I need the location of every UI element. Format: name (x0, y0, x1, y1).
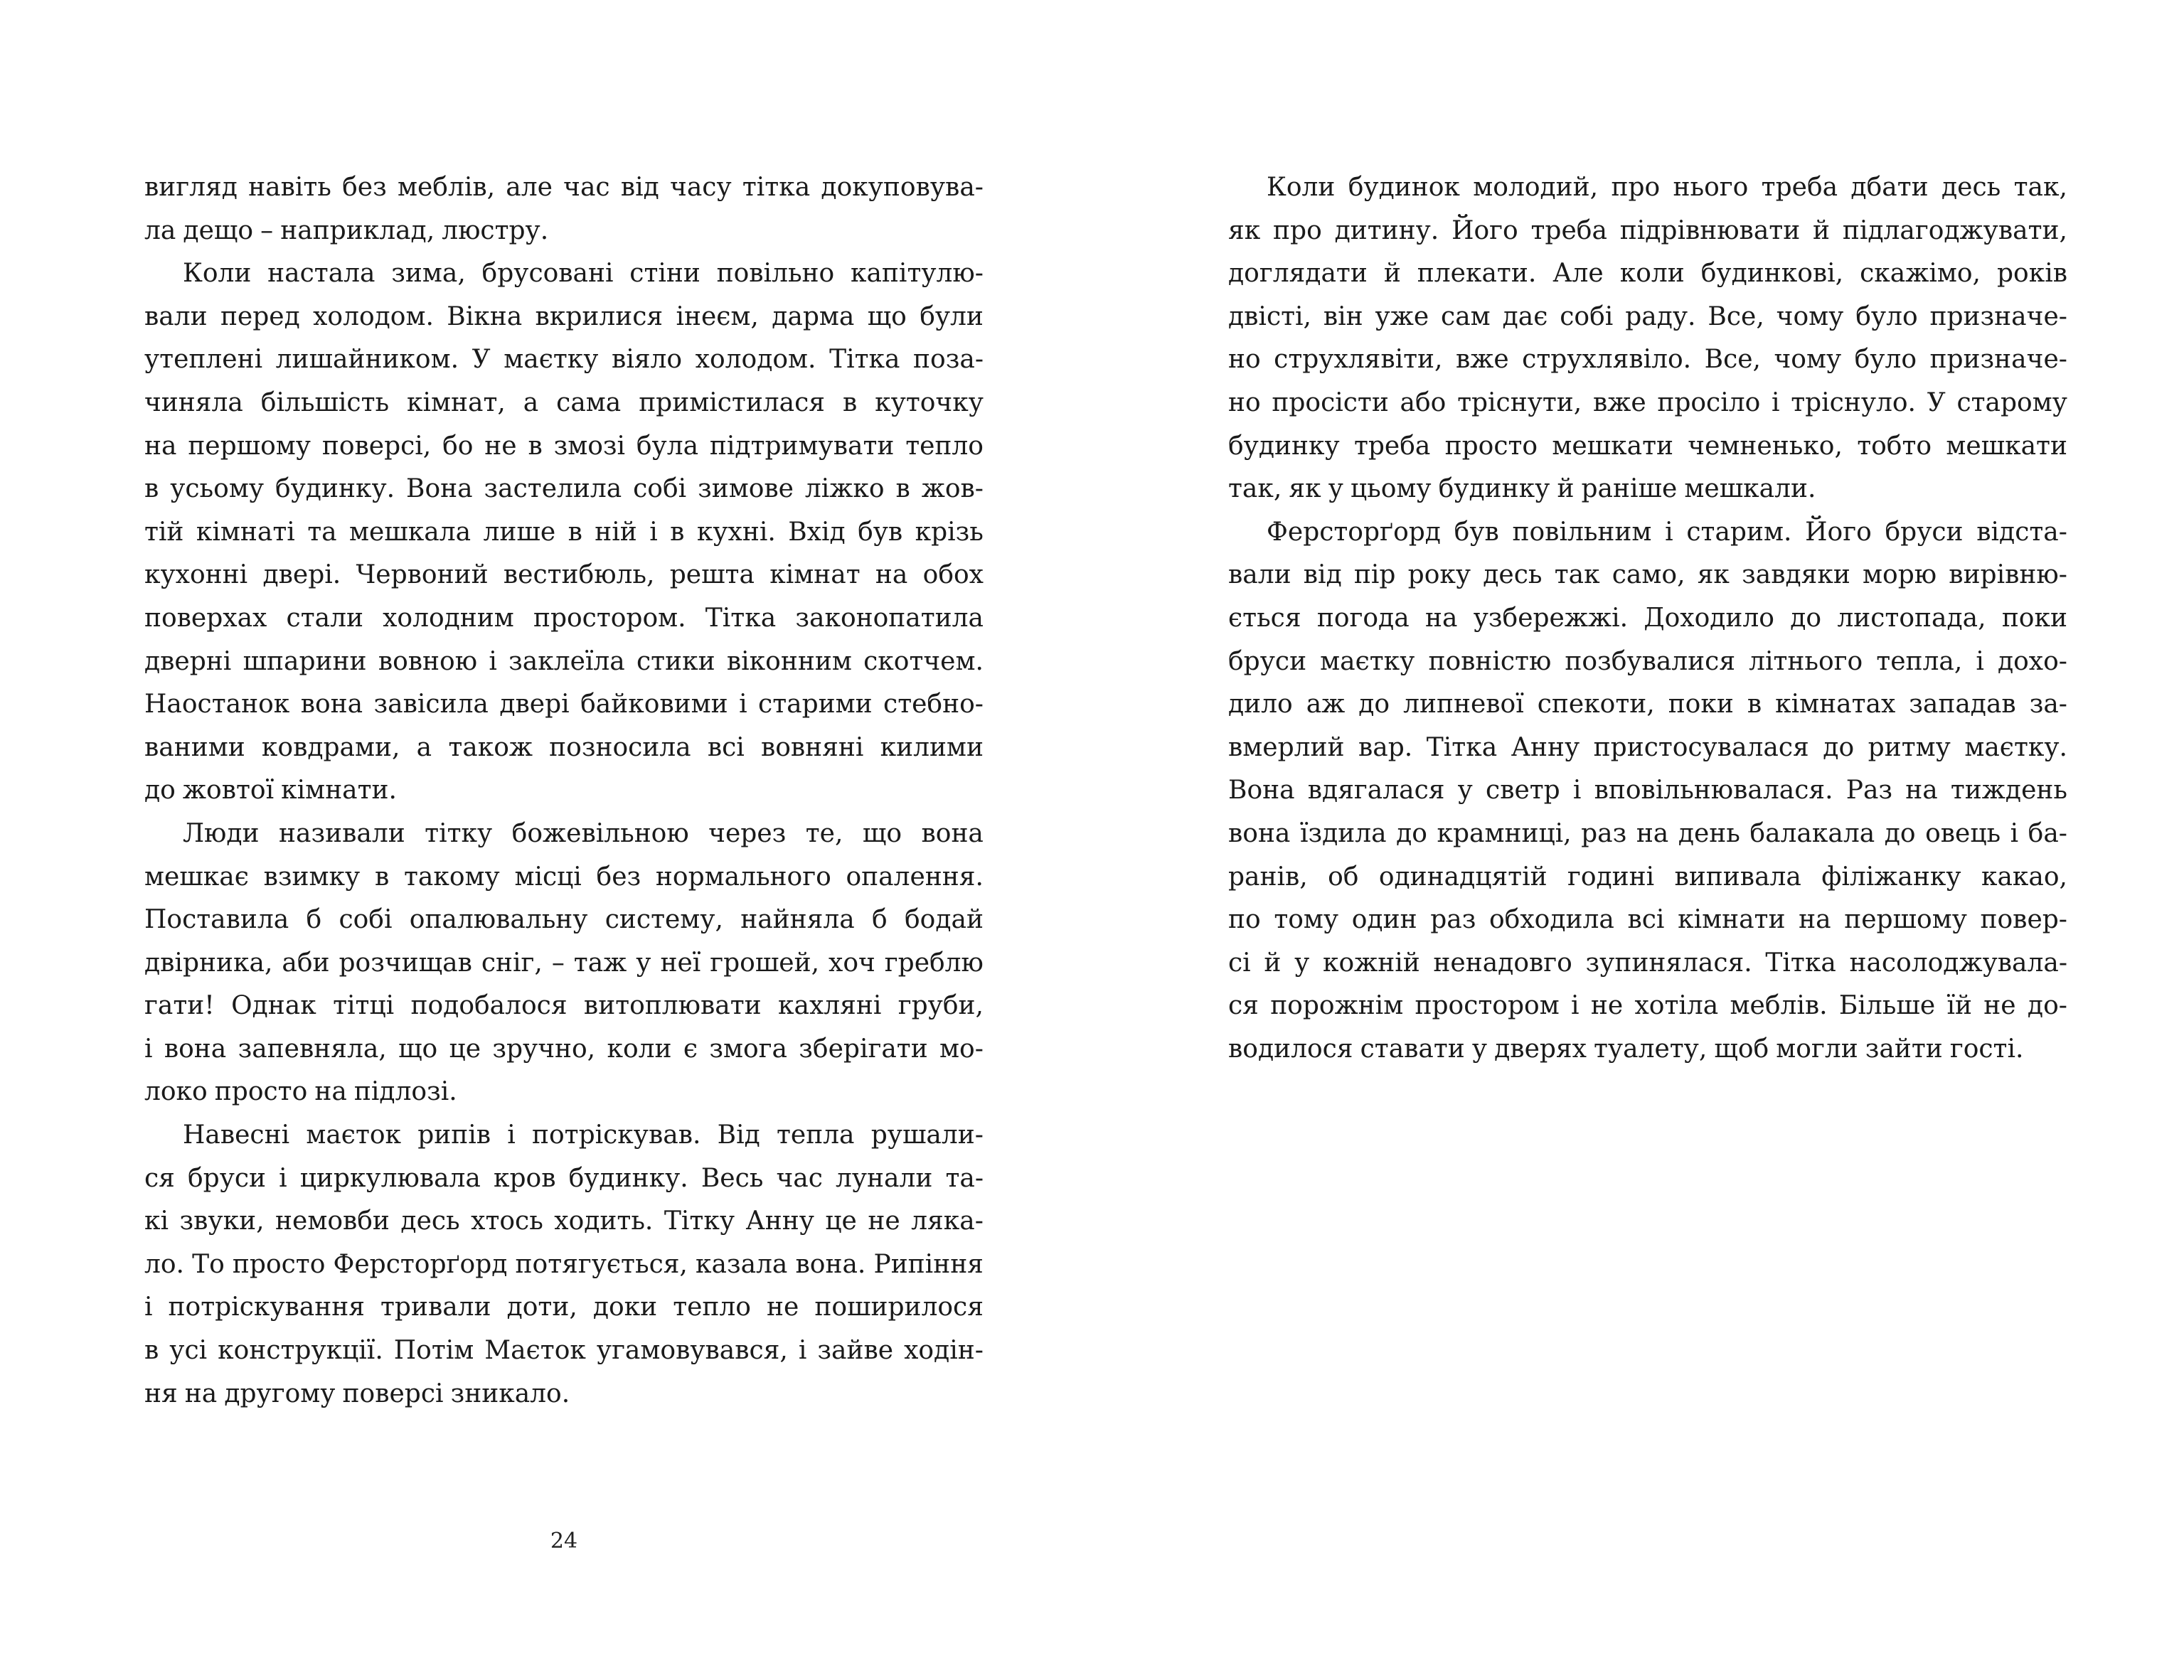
text-line: но просісти або тріснути, вже просіло і тріснуло. У старому (1228, 387, 2067, 417)
text-line: Коли будинок молодий, про нього треба дбати десь так, (1267, 173, 2067, 202)
text-line: на першому поверсі, бо не в змозі була підтримувати тепло (144, 431, 984, 461)
text-line: Коли настала зима, брусовані стіни повільно капітулю- (183, 259, 984, 289)
text-line: доглядати й плекати. Але коли будинкові, скажімо, років (1228, 259, 2067, 289)
text-line: в усі конструкції. Потім Маєток угамовувався, і зайве ходін- (144, 1336, 984, 1366)
text-line: як про дитину. Його треба підрівнювати й підлагоджувати, (1228, 215, 2067, 245)
left-page-text (144, 166, 984, 1416)
text-line: ся бруси і циркулювала кров будинку. Весь час лунали та- (144, 1163, 984, 1193)
text-line: чиняла більшість кімнат, а сама примістилася в куточку (144, 387, 984, 417)
text-line: ранів, об одинадцятій годині випивала філіжанку какао, (1228, 862, 2067, 892)
text-line: Наостанок вона завісила двері байковими і старими стебно- (144, 690, 984, 719)
text-line: ло. То просто Ферсторґорд потягується, казала вона. Рипіння (144, 1249, 984, 1279)
text-line: вали від пір року десь так само, як завдяки морю вирівню- (1228, 560, 2067, 590)
text-line: локо просто на підлозі. (144, 1077, 457, 1107)
text-line: двірника, аби розчищав сніг, – таж у неї грошей, хоч греблю (144, 948, 984, 978)
text-line: і потріскування тривали доти, доки тепло не поширилося (144, 1293, 984, 1322)
text-line: Вона вдягалася у светр і вповільнювалася. Раз на тиждень (1228, 776, 2067, 806)
text-line: тій кімнаті та мешкала лише в ній і в кухні. Вхід був крізь (144, 517, 984, 547)
text-line: но струхлявіти, вже струхлявіло. Все, чому було призначе- (1228, 345, 2067, 375)
text-line: водилося ставати у дверях туалету, щоб могли зайти гості. (1228, 1034, 2024, 1064)
text-line: ся порожнім простором і не хотіла меблів. Більше їй не до- (1228, 991, 2067, 1021)
text-line: бруси маєтку повністю позбувалися літнього тепла, і дохо- (1228, 646, 2067, 676)
text-line: Люди називали тітку божевільною через те, що вона (183, 818, 984, 848)
text-line: по тому один раз обходила всі кімнати на першому повер- (1228, 905, 2067, 935)
text-line: ня на другому поверсі зникало. (144, 1379, 570, 1408)
text-line: двісті, він уже сам дає собі раду. Все, чому було призначе- (1228, 301, 2067, 331)
text-line: і вона запевняла, що це зручно, коли є змога зберігати мо- (144, 1034, 984, 1064)
text-line: будинку треба просто мешкати чемненько, тобто мешкати (1228, 431, 2067, 461)
right-page-text (1228, 166, 2067, 1071)
text-line: сі й у кожній ненадовго зупинялася. Тітка насолоджувала- (1228, 948, 2067, 978)
text-line: вона їздила до крамниці, раз на день балакала до овець і ба- (1228, 818, 2067, 848)
text-line: дверні шпарини вовною і заклеїла стики віконним скотчем. (144, 646, 984, 676)
page-number: 24 (550, 1529, 578, 1553)
text-line: Ферсторґорд був повільним і старим. Його бруси відста- (1267, 517, 2067, 547)
text-line: кі звуки, немовби десь хтось ходить. Тітку Анну це не ляка- (144, 1207, 984, 1236)
text-line: дило аж до липневої спекоти, поки в кімнатах западав за- (1228, 690, 2067, 719)
text-line: в усьому будинку. Вона застелила собі зимове ліжко в жов- (144, 474, 984, 504)
text-line: утеплені лишайником. У маєтку віяло холодом. Тітка поза- (144, 345, 984, 375)
text-line: поверхах стали холодним простором. Тітка законопатила (144, 603, 984, 633)
text-line: кухонні двері. Червоний вестибюль, решта кімнат на обох (144, 560, 984, 590)
text-line: ла дещо – наприклад, люстру. (144, 215, 549, 245)
text-line: вмерлий вар. Тітка Анну пристосувалася до ритму маєтку. (1228, 732, 2067, 762)
text-line: мешкає взимку в такому місці без нормального опалення. (144, 862, 984, 892)
text-line: вигляд навіть без меблів, але час від часу тітка докуповува- (144, 173, 984, 202)
text-line: ваними ковдрами, а також позносила всі вовняні килими (144, 732, 984, 762)
text-line: так, як у цьому будинку й раніше мешкали. (1228, 474, 1816, 504)
text-line: гати! Однак тітці подобалося витоплювати кахляні груби, (144, 991, 984, 1021)
text-line: до жовтої кімнати. (144, 776, 397, 806)
text-line: вали перед холодом. Вікна вкрилися інеєм, дарма що були (144, 301, 984, 331)
text-line: Навесні маєток рипів і потріскував. Від тепла рушали- (183, 1120, 984, 1150)
text-line: ється погода на узбережжі. Доходило до листопада, поки (1228, 603, 2067, 633)
text-line: Поставила б собі опалювальну систему, найняла б бодай (144, 905, 984, 935)
